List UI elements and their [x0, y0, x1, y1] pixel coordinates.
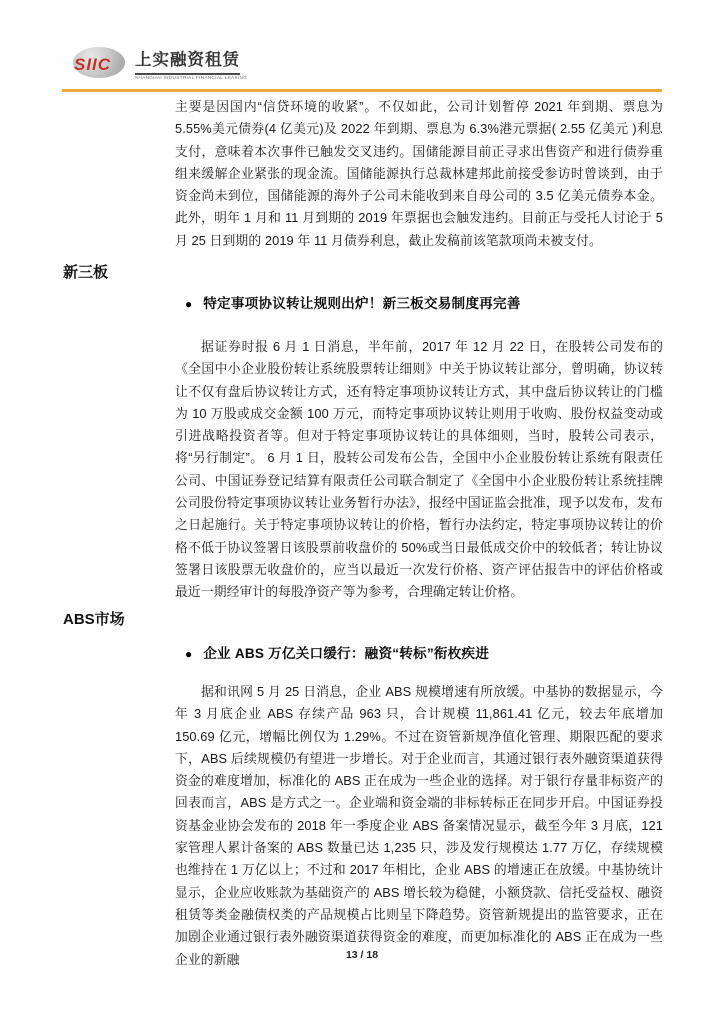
bullet-title-neeq: 特定事项协议转让规则出炉！新三板交易制度再完善 [203, 296, 521, 311]
bullet-item-neeq [185, 292, 655, 312]
intro-paragraph: 主要是因国内“信贷环境的收紧”。不仅如此，公司计划暂停 2021 年到期、票息为 5.55%美元债券(4 亿美元)及 2022 年到期、票息为 6.3%港元票据( 2.55 亿美元 )利息支付，意味着本次事件已触发交叉违约。国储能源目前正寻求出售资产和进行债券重组来缓解企业紧张的现金流。国储能源执行总裁林建邦此前接受参访时曾谈到，由于资金尚未到位，国储能源的海外子公司未能收到来自母公司的 3.5 亿美元债券本金。此外，明年 1 月和 11 月到期的 2019 年票据也会触发违约。目前正与受托人讨论于 5 月 25 日到期的 2019 年 11 月债券利息，截止发稿前该笔款项尚未被支付。 [175, 99, 663, 248]
bullet-title-abs: 企业 ABS 万亿关口缓行：融资“转标”衔枚疾进 [203, 646, 489, 661]
header-rule [62, 89, 662, 92]
neeq-paragraph: 据证券时报 6 月 1 日消息，半年前，2017 年 12 月 22 日，在股转公司发布的《全国中小企业股份转让系统股票转让细则》中关于协议转让部分，曾明确，协议转让不仅有盘后协议转让方式，还有特定事项协议转让方式，其中盘后协议转让的门槛为 10 万股或成交金额 100 万元，而特定事项协议转让则用于收购、股份权益变动或引进战略投资者等。但对于特定事项协议转让的具体细则，当时，股转公司表示，将“另行制定”。 6 月 1 日，股转公司发布公告，全国中小企业股份转让系统有限责任公司、中国证券登记结算有限责任公司联合制定了《全国中小企业股份转让系统挂牌公司股份特定事项协议转让业务暂行办法》，报经中国证监会批准，现予以发布，发布之日起施行。关于特定事项协议转让的价格，暂行办法约定，特定事项协议转让的价格不低于协议签署日该股票前收盘价的 50%或当日最低成交价中的较低者；转让协议签署日该股票无收盘价的，应当以最近一次发行价格、资产评估报告中的评估价格或最近一期经审计的每股净资产等为参考，合理确定转让价格。 [175, 339, 663, 600]
bullet-item-abs [185, 642, 655, 662]
bullet-icon: ● [185, 297, 193, 311]
brand-name-cn: 上实融资租赁 [135, 46, 240, 75]
bullet-icon: ● [185, 647, 193, 661]
section-heading-abs: ABS市场 [63, 611, 125, 628]
abs-paragraph: 据和讯网 5 月 25 日消息，企业 ABS 规模增速有所放缓。中基协的数据显示，今年 3 月底企业 ABS 存续产品 963 只，合计规模 11,861.41 亿元，较去年底增加 150.69 亿元，增幅比例仅为 1.29%。不过在资管新规净值化管理、期限匹配的要求下，ABS 后续规模仍有望进一步增长。对于企业而言，其通过银行表外融资渠道获得资金的难度增加，标准化的 ABS 正在成为一些企业的选择。对于银行存量非标资产的回表而言，ABS 是方式之一。企业端和资金端的非标转标正在同步开启。中国证券投资基金业协会发布的 2018 年一季度企业 ABS 备案情况显示，截至今年 3 月底，121 家管理人累计备案的 ABS 数量已达 1,235 只，涉及发行规模达 1.77 万亿，存续规模也维持在 1 万亿以上；不过和 2017 年相比，企业 ABS 的增速正在放缓。中基协统计显示，企业应收账款为基础资产的 ABS 增长较为稳健，小额贷款、信托受益权、融资租赁等类金融债权类的产品规模占比则呈下降趋势。资管新规提出的监管要求，正在加剧企业通过银行表外融资渠道获得资金的难度，而更加标准化的 ABS 正在成为一些企业的新融 [175, 684, 663, 967]
siic-logo-text: SIIC [74, 55, 112, 74]
page-number: 13 / 18 [345, 949, 379, 961]
section-heading-neeq: 新三板 [63, 264, 109, 281]
brand-name-en: SHANGHAI INDUSTRIAL FINANCIAL LEASING [135, 76, 248, 81]
brand-block [135, 46, 295, 82]
